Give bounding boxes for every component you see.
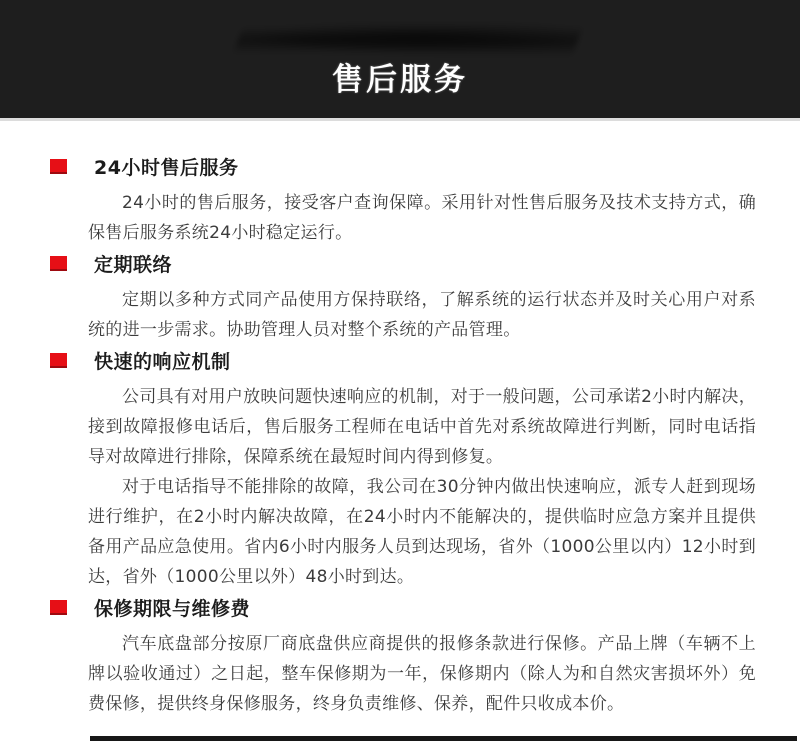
header-banner bbox=[0, 0, 800, 121]
section-header bbox=[50, 594, 756, 620]
section-header bbox=[50, 153, 756, 179]
paragraph: 公司具有对用户放映问题快速响应的机制，对于一般问题，公司承诺2小时内解决，接到故障报修电话后，售后服务工程师在电话中首先对系统故障进行判断，同时电话指导对故障进行排除，保障系统在最短时间内得到修复。 bbox=[88, 387, 756, 467]
section-title: 快速的响应机制 bbox=[94, 350, 231, 373]
red-square-bullet-icon bbox=[50, 353, 67, 368]
section-title: 24小时售后服务 bbox=[94, 156, 239, 179]
section-title: 保修期限与维修费 bbox=[94, 597, 251, 620]
watermark-smudge bbox=[233, 24, 583, 56]
page-title: 售后服务 bbox=[332, 62, 468, 98]
red-square-bullet-icon bbox=[50, 256, 67, 271]
paragraph: 对于电话指导不能排除的故障，我公司在30分钟内做出快速响应，派专人赶到现场进行维护，在2小时内解决故障，在24小时内不能解决的，提供临时应急方案并且提供备用产品应急使用。省内6小时内服务人员到达现场，省外（1000公里以内）12小时到达，省外（1000公里以外）48小时到达。 bbox=[88, 477, 756, 587]
red-square-bullet-icon bbox=[50, 159, 67, 174]
section-body bbox=[88, 629, 756, 719]
section-header bbox=[50, 250, 756, 276]
section-24h-service bbox=[50, 153, 756, 248]
section-title: 定期联络 bbox=[94, 253, 173, 276]
footer-bar bbox=[90, 736, 797, 741]
section-warranty bbox=[50, 594, 756, 719]
document-body bbox=[0, 121, 800, 719]
section-body bbox=[88, 285, 756, 345]
section-fast-response bbox=[50, 347, 756, 592]
paragraph: 定期以多种方式同产品使用方保持联络，了解系统的运行状态并及时关心用户对系统的进一步需求。协助管理人员对整个系统的产品管理。 bbox=[88, 290, 756, 340]
section-body bbox=[88, 188, 756, 248]
section-header bbox=[50, 347, 756, 373]
section-regular-contact bbox=[50, 250, 756, 345]
section-body bbox=[88, 382, 756, 592]
red-square-bullet-icon bbox=[50, 600, 67, 615]
paragraph: 汽车底盘部分按原厂商底盘供应商提供的报修条款进行保修。产品上牌（车辆不上牌以验收通过）之日起，整车保修期为一年，保修期内（除人为和自然灾害损坏外）免费保修，提供终身保修服务，终身负责维修、保养，配件只收成本价。 bbox=[88, 634, 756, 714]
paragraph: 24小时的售后服务，接受客户查询保障。采用针对性售后服务及技术支持方式，确保售后服务系统24小时稳定运行。 bbox=[88, 193, 756, 243]
